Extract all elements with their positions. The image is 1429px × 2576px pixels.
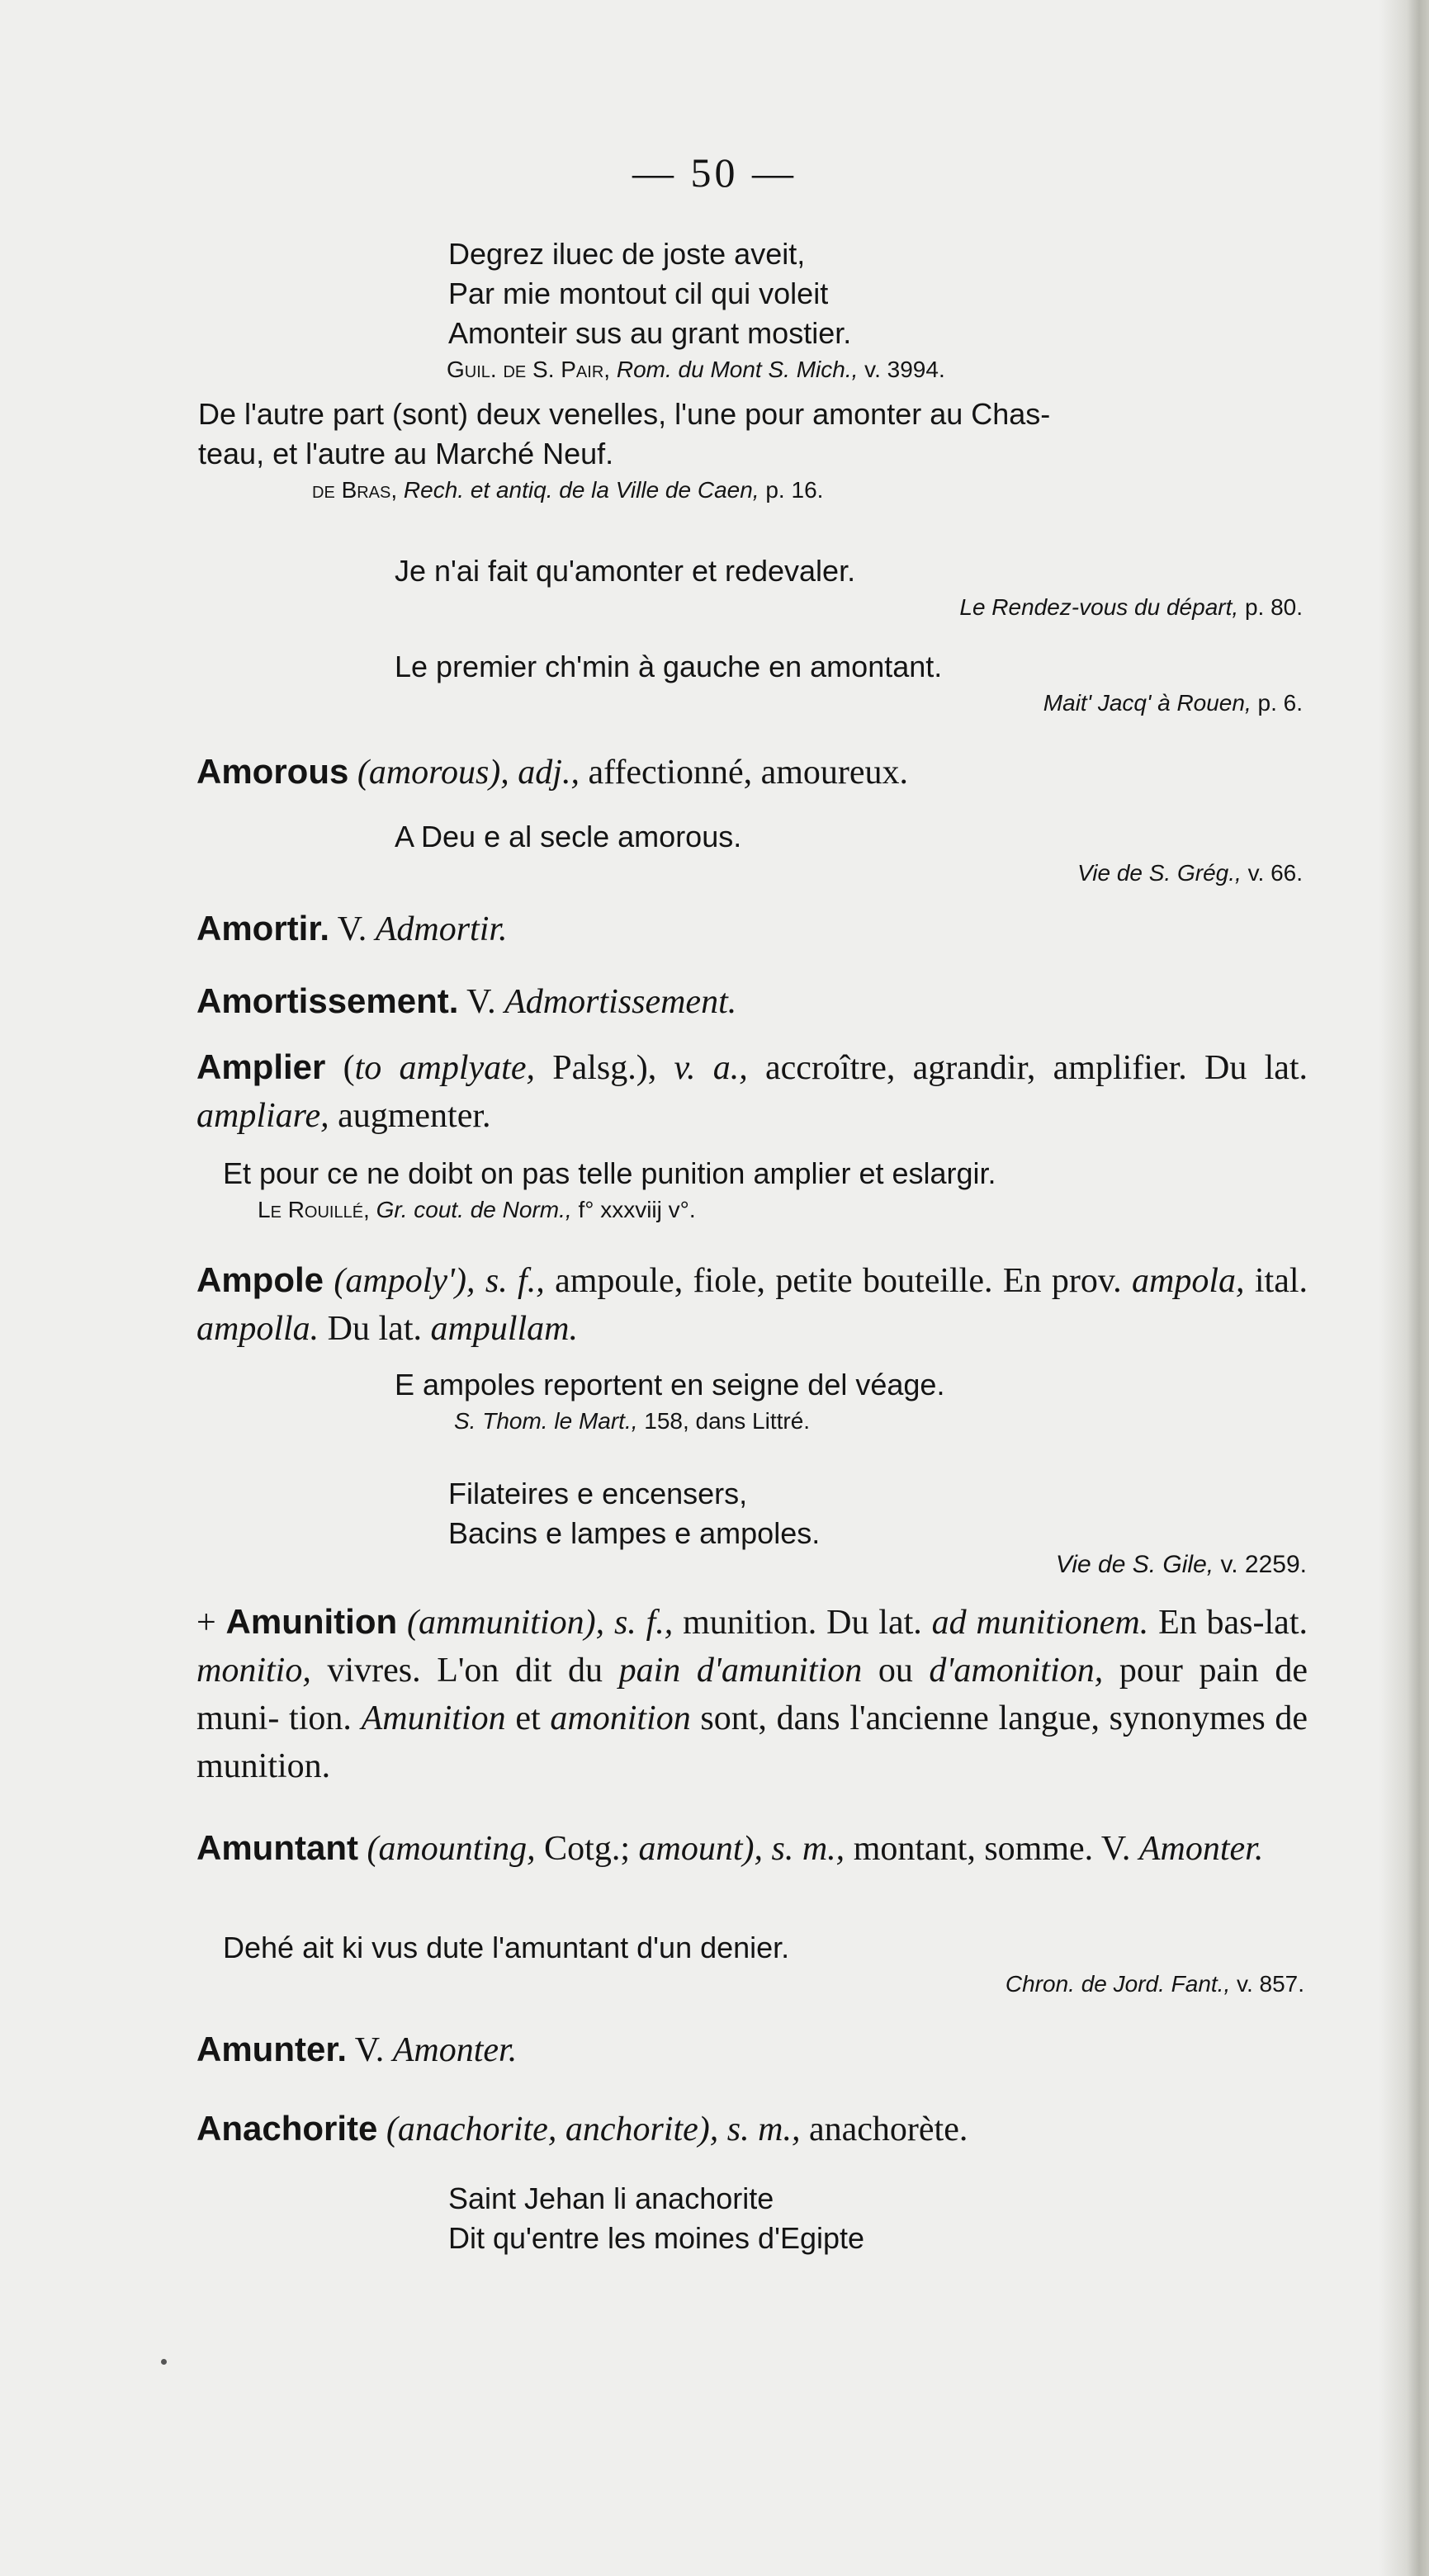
citation: Vie de S. Gile, v. 2259. [1055,1551,1307,1578]
citation: S. Thom. le Mart., 158, dans Littré. [454,1408,811,1434]
citation: Le Rouillé, Gr. cout. de Norm., f° xxxviij v°. [258,1197,696,1222]
quote-line: Filateires e encensers, [448,1477,748,1510]
quote-6 [223,1154,1308,1227]
page-edge-shadow [1379,0,1429,2576]
entry-amunition: + Amunition (ammunition), s. f., munition. Du lat. ad munitionem. En bas-lat. monitio, vivres. L'on dit du pain d'amunition ou d'amonition, pour pain de muni- tion. Amunition et amonition sont, dans l'ancienne langue, synonymes de munition. [196,1602,1308,1785]
quote-2 [198,395,1308,507]
quote-line: Dehé ait ki vus dute l'amuntant d'un denier. [223,1931,790,1964]
headword: Amuntant [196,1828,358,1867]
headword: Amunter. [196,2030,348,2068]
entry-ampole: Ampole (ampoly'), s. f., ampoule, fiole, petite bouteille. En prov. ampola, ital. ampolla. Du lat. ampullam. [196,1260,1308,1348]
quote-line: Je n'ai fait qu'amonter et redevaler. [395,554,856,588]
quote-line: Le premier ch'min à gauche en amontant. [395,650,943,683]
quote-line: Saint Jehan li anachorite [448,2181,774,2215]
headword: Amortir. [196,909,330,948]
quote-line: Bacins e lampes e ampoles. [448,1516,821,1550]
quote-1 [448,234,1315,386]
quote-line: E ampoles reportent en seigne del véage. [395,1368,945,1401]
quote-line: teau, et l'autre au Marché Neuf. [198,437,614,470]
citation: Chron. de Jord. Fant., v. 857. [1005,1971,1304,1997]
quote-line: Dit qu'entre les moines d'Egipte [448,2221,865,2255]
entry-amortissement: Amortissement. V. Admortissement. [196,981,737,1021]
quote-5 [395,817,1303,890]
quote-line: A Deu e al secle amorous. [395,820,742,853]
citation: Mait' Jacq' à Rouen, p. 6. [1043,690,1303,716]
citation: Guil. de S. Pair, Rom. du Mont S. Mich., v. 3994. [447,357,945,382]
entry-anachorite: Anachorite (anachorite, anchorite), s. m., anachorète. [196,2109,968,2148]
quote-10 [448,2179,1307,2258]
headword: Anachorite [196,2109,378,2148]
headword: Amplier [196,1047,326,1086]
citation: Le Rendez-vous du départ, p. 80. [959,594,1303,620]
plus-mark: + [196,1604,216,1642]
page-number: — 50 — [632,149,797,196]
quote-3 [395,551,1303,624]
citation: de Bras, Rech. et antiq. de la Ville de Caen, p. 16. [312,477,824,503]
headword: Amunition [225,1602,398,1641]
entry-amplier: Amplier (to amplyate, Palsg.), v. a., accroître, agrandir, amplifier. Du lat. ampliare, augmenter. [196,1047,1308,1135]
entry-amortir: Amortir. V. Admortir. [196,909,508,948]
headword: Ampole [196,1260,324,1299]
quote-line: Et pour ce ne doibt on pas telle punition amplier et eslargir. [223,1156,996,1190]
quote-line: Par mie montout cil qui voleit [448,277,829,310]
entry-amunter: Amunter. V. Amonter. [196,2030,518,2069]
quote-line: Amonteir sus au grant mostier. [448,316,852,350]
citation: Vie de S. Grég., v. 66. [1077,860,1303,886]
quote-line: De l'autre part (sont) deux venelles, l'une pour amonter au Chas- [198,397,1051,431]
quote-9 [223,1928,1304,2001]
quote-8 [448,1474,1307,1581]
ink-speck [161,2359,167,2365]
quote-7 [395,1365,1303,1438]
quote-line: Degrez iluec de joste aveit, [448,237,806,271]
quote-4 [395,647,1303,720]
headword: Amortissement. [196,981,459,1020]
entry-amuntant: Amuntant (amounting, Cotg.; amount), s. m., montant, somme. V. Amonter. [196,1828,1264,1868]
headword: Amorous [196,752,349,791]
entry-amorous: Amorous (amorous), adj., affectionné, amoureux. [196,752,909,792]
